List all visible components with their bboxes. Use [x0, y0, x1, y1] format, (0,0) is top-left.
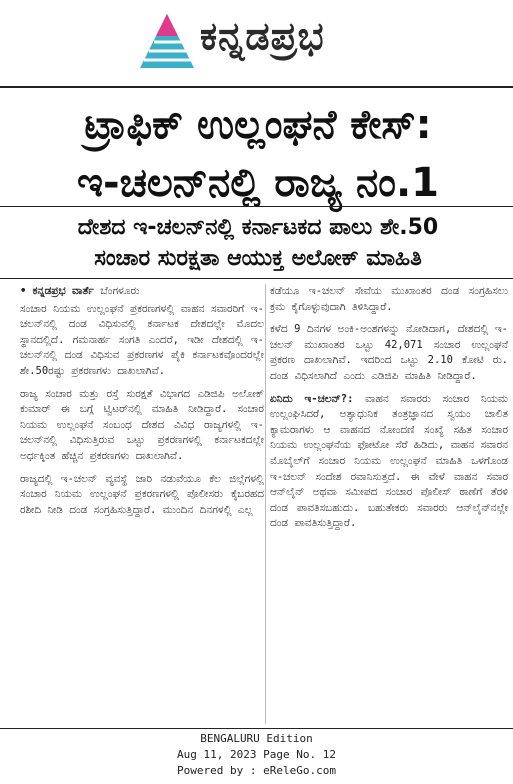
headline-rule	[0, 206, 513, 207]
masthead	[0, 0, 513, 82]
paragraph: ಸಂಚಾರ ನಿಯಮ ಉಲ್ಲಂಘನೆ ಪ್ರಕರಣಗಳಲ್ಲಿ ವಾಹನ ಸವಾರರಿಗೆ ಇ-ಚಲನ್‌ನಲ್ಲಿ ದಂಡ ವಿಧಿಸುವಲ್ಲಿ ಕರ್ನಾಟಕ ದೇಶದಲ್ಲೇ ಮೊದಲ ಸ್ಥಾನದಲ್ಲಿದೆ. ಗಮನಾರ್ಹ ಸಂಗತಿ ಎಂದರೆ, ಇಡೀ ದೇಶದಲ್ಲಿ ಇ-ಚಲನ್‌ನಲ್ಲಿ ದಂಡ ವಿಧಿಸುವ ಪ್ರಕರಣಗಳ ಪೈಕಿ ಕರ್ನಾಟಕವೊಂದರಲ್ಲೇ ಶೇ.50ರಷ್ಟು ಪ್ರಕರಣಗಳು ದಾಖಲಾಗಿವೆ.	[20, 302, 264, 377]
byline-source: • ಕನ್ನಡಪ್ರಭ ವಾರ್ತೆ	[20, 285, 94, 297]
footer	[0, 731, 513, 779]
paragraph: ರಾಜ್ಯ ಸಂಚಾರ ಮತ್ತು ರಸ್ತೆ ಸುರಕ್ಷತೆ ವಿಭಾಗದ ಎಡಿಜಿಪಿ ಅಲೋಕ್ ಕುಮಾರ್ ಈ ಬಗ್ಗೆ ಟ್ವಿಟರ್‌ನಲ್ಲಿ ಮಾಹಿತಿ ನೀಡಿದ್ದಾರೆ. ಸಂಚಾರ ನಿಯಮ ಉಲ್ಲಂಘನೆ ಸಂಬಂಧ ದೇಶದ ವಿವಿಧ ರಾಜ್ಯಗಳಲ್ಲಿ ಇ-ಚಲನ್‌ನಲ್ಲಿ ವಿಧಿಸುತ್ತಿರುವ ಒಟ್ಟು ಪ್ರಕರಣಗಳಲ್ಲಿ ಕರ್ನಾಟಕದಲ್ಲೇ ಅರ್ಧಕ್ಕಿಂತ ಹೆಚ್ಚಿನ ಪ್ರಕರಣಗಳು ದಾಖಲಾಗಿವೆ.	[20, 387, 264, 462]
headline	[8, 96, 508, 212]
subheadline	[10, 212, 506, 274]
footer-edition: BENGALURU Edition	[200, 732, 313, 745]
byline	[20, 284, 264, 300]
subhead-line-2: ಸಂಚಾರ ಸುರಕ್ಷತಾ ಆಯುಕ್ತ ಅಲೋಕ್ ಮಾಹಿತಿ	[94, 246, 422, 271]
footer-powered-by: Powered by : eReleGo.com	[177, 764, 336, 777]
top-rule	[0, 86, 513, 88]
headline-line-2: ಇ-ಚಲನ್‌ನಲ್ಲಿ ರಾಜ್ಯ ನಂ.1	[76, 160, 440, 206]
paragraph-with-lead	[270, 392, 508, 532]
paragraph-lead: ಏನಿದು ಇ-ಚಲನ್?:	[270, 392, 354, 405]
column-divider	[265, 284, 266, 724]
paragraph: ಕಡೆಯೂ ಇ-ಚಲನ್ ಸೇವೆಯ ಮುಖಾಂತರ ದಂಡ ಸಂಗ್ರಹಿಸಲು ಕ್ರಮ ಕೈಗೊಳ್ಳುವುದಾಗಿ ತಿಳಿಸಿದ್ದಾರೆ.	[270, 285, 508, 313]
footer-rule	[0, 728, 513, 729]
paragraph-body: ವಾಹನ ಸವಾರರು ಸಂಚಾರ ನಿಯಮ ಉಲ್ಲಂಘಿಸಿದರೆ, ಅತ್ಯಾಧುನಿಕ ತಂತ್ರಜ್ಞಾನದ ಸ್ವಯಂ ಚಾಲಿತ ಕ್ಯಾಮರಾಗಳು ಆ ವಾಹನದ ನೋಂದಣಿ ಸಂಖ್ಯೆ ಸಹಿತ ಸಂಚಾರ ನಿಯಮ ಉಲ್ಲಂಘನೆಯ ಫೋಟೋ ಸೆರೆ ಹಿಡಿದು, ವಾಹನ ಸವಾರನ ಮೊಬೈಲ್‌ಗೆ ಸಂಚಾರ ನಿಯಮ ಉಲ್ಲಂಘನೆ ಮಾಹಿತಿ ಒಳಗೊಂಡ ಇ-ಚಲನ್ ಸಂದೇಶ ರವಾನಿಸುತ್ತದೆ. ಈ ವೇಳೆ ವಾಹನ ಸವಾರ ಆನ್‌ಲೈನ್ ಅಥವಾ ಸಮೀಪದ ಸಂಚಾರ ಪೊಲೀಸ್ ಠಾಣೆಗೆ ತೆರಳಿ ದಂಡ ಪಾವತಿಸಬಹುದು. ಬಹುತೇಕರು ಸವಾರರು ಆನ್‌ಲೈನ್‌ನಲ್ಲೇ ದಂಡ ಪಾವತಿಸುತ್ತಿದ್ದಾರೆ.	[270, 392, 508, 530]
paragraph: ಕಳೆದ 9 ದಿನಗಳ ಅಂಕಿ-ಅಂಶಗಳನ್ನು ನೋಡಿದಾಗ, ದೇಶದಲ್ಲಿ ಇ-ಚಲನ್ ಮುಖಾಂತರ ಒಟ್ಟು 42,071 ಸಂಚಾರ ಉಲ್ಲಂಘನೆ ಪ್ರಕರಣ ದಾಖಲಾಗಿವೆ. ಇದರಿಂದ ಒಟ್ಟು 2.10 ಕೋಟಿ ರು. ದಂಡ ವಿಧಿಸಲಾಗಿದೆ ಎಂದು ಎಡಿಜಿಪಿ ಮಾಹಿತಿ ನೀಡಿದ್ದಾರೆ.	[270, 323, 508, 382]
stacked-triangle-logo-icon	[138, 12, 196, 70]
article-right-column	[270, 284, 508, 539]
subhead-line-1: ದೇಶದ ಇ-ಚಲನ್‌ನಲ್ಲಿ ಕರ್ನಾಟಕದ ಪಾಲು ಶೇ.50	[77, 215, 439, 240]
headline-line-1: ಟ್ರಾಫಿಕ್ ಉಲ್ಲಂಘನೆ ಕೇಸ್:	[84, 102, 432, 148]
paragraph: ರಾಜ್ಯದಲ್ಲಿ ಇ-ಚಲನ್ ವ್ಯವಸ್ಥೆ ಜಾರಿ ನಡುವೆಯೂ ಕೆಲ ಜಿಲ್ಲೆಗಳಲ್ಲಿ ಸಂಚಾರ ನಿಯಮ ಉಲ್ಲಂಘನೆ ಪ್ರಕರಣಗಳಲ್ಲಿ ಪೊಲೀಸರು ಕೈಬರಹದ ರಶೀದಿ ನೀಡಿ ದಂಡ ಸಂಗ್ರಹಿಸುತ್ತಿದ್ದಾರೆ. ಮುಂದಿನ ದಿನಗಳಲ್ಲಿ ಎಲ್ಲ	[20, 472, 264, 516]
subhead-rule	[0, 278, 513, 279]
byline-place: ಬೆಂಗಳೂರು	[100, 285, 140, 297]
brand-name: ಕನ್ನಡಪ್ರಭ	[200, 14, 325, 58]
article-left-column	[20, 284, 264, 525]
footer-date-page: Aug 11, 2023 Page No. 12	[177, 748, 336, 761]
